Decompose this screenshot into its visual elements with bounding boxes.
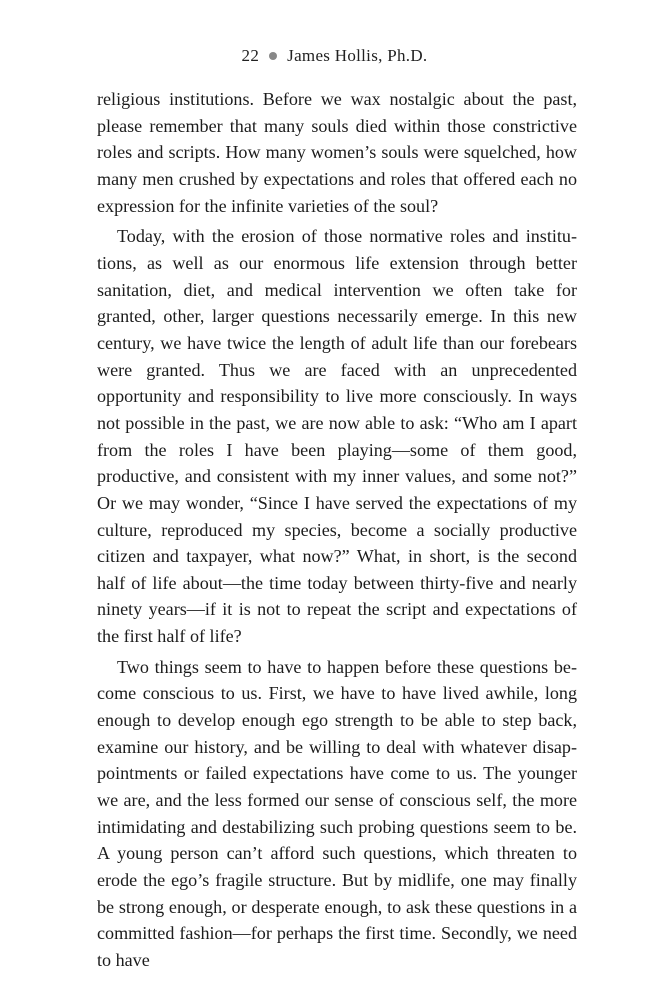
- body-text: [97, 86, 577, 978]
- paragraph-2: Today, with the erosion of those normative roles and institutions, as well as our enormous life extension through better sanitation, diet, and medical intervention we often take for granted, other, larger questions necessarily emerge. In this new century, we have twice the length of adult life than our forebears were granted. Thus we are faced with an unprecedented opportunity and responsibility to live more consciously. In ways not possible in the past, we are now able to ask: “Who am I apart from the roles I have been playing—some of them good, productive, and consistent with my inner values, and some not?” Or we may wonder, “Since I have served the expectations of my culture, reproduced my species, become a socially productive citizen and taxpayer, what now?” What, in short, is the second half of life about—the time today between thirty-five and nearly ninety years—if it is not to repeat the script and expectations of the first half of life?: [97, 226, 577, 647]
- running-head: [0, 44, 669, 68]
- author-name: James Hollis, Ph.D.: [287, 46, 428, 65]
- bullet-separator-icon: [269, 52, 277, 60]
- page-number: 22: [241, 46, 260, 65]
- paragraph-1: religious institutions. Before we wax nostalgic about the past, please remember that many souls died within those constrictive roles and scripts. How many women’s souls were squelched, how many men crushed by expectations and roles that offered each no expression for the infinite varieties of the soul?: [97, 89, 577, 216]
- paragraph-3: Two things seem to have to happen before these questions become conscious to us. First, we have to have lived awhile, long enough to develop enough ego strength to be able to step back, examine our history, and be willing to deal with whatever disappointments or failed expectations have come to us. The younger we are, and the less formed our sense of conscious self, the more intimidating and destabilizing such probing questions seem to be. A young person can’t afford such questions, which threaten to erode the ego’s fragile structure. But by midlife, one may finally be strong enough, or desperate enough, to ask these questions in a committed fashion—for perhaps the first time. Secondly, we need to have: [97, 656, 577, 970]
